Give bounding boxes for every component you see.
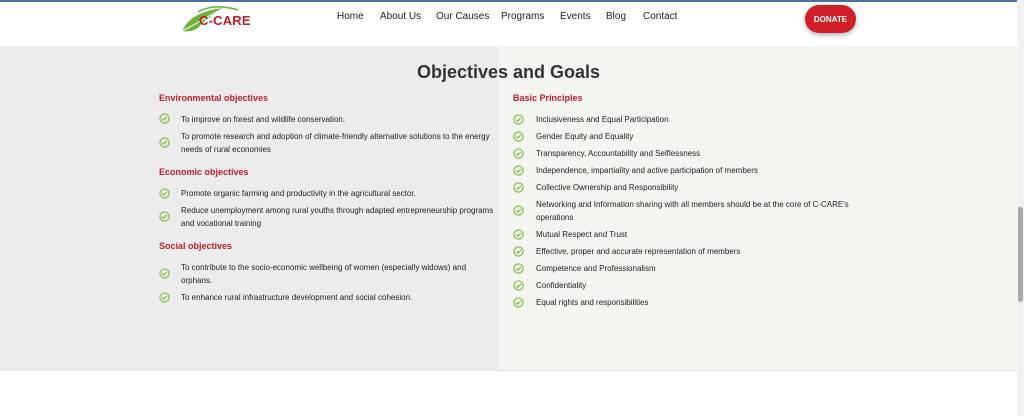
- list-item: To enhance rural infrastructure development and social cohesion.: [181, 293, 413, 302]
- list-item: Gender Equity and Equality: [536, 132, 634, 141]
- check-circle-icon: [513, 297, 524, 308]
- economic-heading: Economic objectives: [159, 167, 249, 177]
- list-item: Confidentiality: [536, 281, 587, 290]
- check-circle-icon: [513, 280, 524, 291]
- list-item: Independence, impartiality and active participation of members: [536, 166, 758, 175]
- check-circle-icon: [159, 211, 170, 222]
- social-heading: Social objectives: [159, 241, 233, 251]
- check-circle-icon: [513, 263, 524, 274]
- check-circle-icon: [513, 131, 524, 142]
- check-circle-icon: [159, 188, 170, 199]
- nav-programs[interactable]: Programs: [501, 11, 545, 22]
- nav-contact[interactable]: Contact: [643, 11, 678, 22]
- nav-about-us[interactable]: About Us: [380, 11, 422, 22]
- nav-blog[interactable]: Blog: [606, 11, 627, 22]
- basic-principles-heading: Basic Principles: [513, 93, 583, 103]
- nav-home[interactable]: Home: [337, 11, 364, 22]
- environmental-heading: Environmental objectives: [159, 93, 269, 103]
- scrollbar-thumb[interactable]: [1018, 207, 1023, 302]
- list-item: Inclusiveness and Equal Participation: [536, 115, 669, 124]
- nav-our-causes[interactable]: Our Causes: [436, 11, 490, 22]
- section-divider: [0, 370, 1017, 371]
- check-circle-icon: [159, 113, 170, 124]
- check-circle-icon: [513, 148, 524, 159]
- list-item: To improve on forest and wildlife conservation.: [181, 115, 346, 124]
- nav-events[interactable]: Events: [560, 11, 591, 22]
- list-item: Effective, proper and accurate representation of members: [536, 247, 741, 256]
- logo-text[interactable]: C-CARE: [199, 13, 251, 28]
- list-item: To contribute to the socio-economic wellbeing of women (especially widows) and orphans.: [181, 263, 467, 285]
- check-circle-icon: [513, 165, 524, 176]
- list-item: Competence and Professionalism: [536, 264, 656, 273]
- check-circle-icon: [513, 182, 524, 193]
- check-circle-icon: [159, 268, 170, 279]
- check-circle-icon: [513, 246, 524, 257]
- check-circle-icon: [513, 229, 524, 240]
- list-item: Equal rights and responsibilities: [536, 298, 649, 307]
- donate-button[interactable]: DONATE: [805, 5, 856, 33]
- list-item: Networking and Information sharing with all members should be at the core of C-CARE's operations: [536, 200, 849, 222]
- check-circle-icon: [513, 114, 524, 125]
- list-item: Transparency, Accountability and Selflessness: [536, 149, 701, 158]
- section-title: Objectives and Goals: [416, 62, 601, 82]
- list-item: Collective Ownership and Responsibility: [536, 183, 679, 192]
- list-item: Mutual Respect and Trust: [536, 230, 628, 239]
- check-circle-icon: [513, 205, 524, 216]
- list-item: Promote organic farming and productivity in the agricultural sector.: [181, 189, 416, 198]
- check-circle-icon: [159, 137, 170, 148]
- list-item: Reduce unemployment among rural youths through adapted entrepreneurship programs and vocational training: [181, 206, 494, 228]
- site-header: [0, 2, 1017, 46]
- objectives-section: [0, 46, 1017, 370]
- check-circle-icon: [159, 292, 170, 303]
- list-item: To promote research and adoption of climate-friendly alternative solutions to the energy needs of rural economies: [181, 132, 490, 154]
